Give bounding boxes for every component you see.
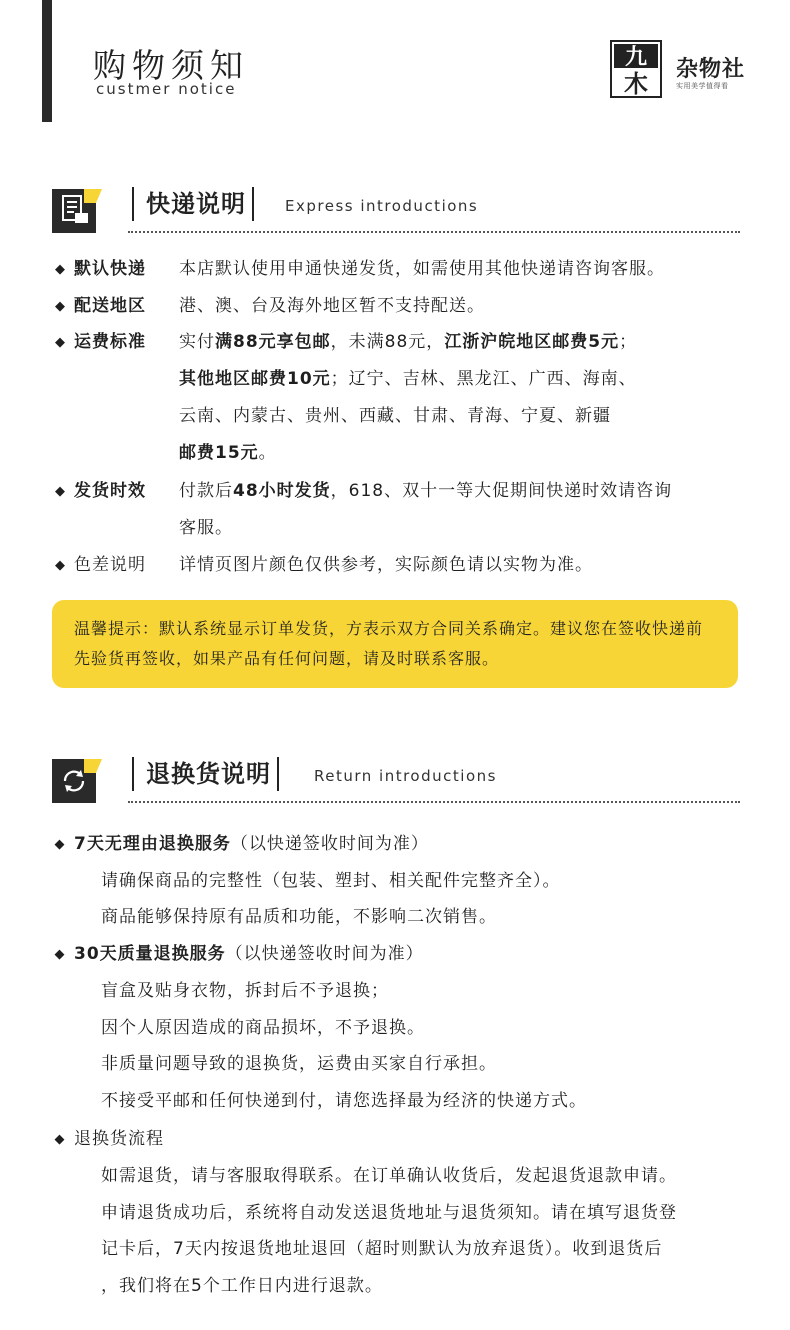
return-line: 记卡后，7天内按退货地址退回（超时则默认为放弃退货）。收到退货后: [101, 1239, 663, 1259]
row-label: 默认快递: [74, 259, 146, 279]
return-line: 请确保商品的完整性（包装、塑封、相关配件完整齐全）。: [101, 871, 561, 891]
brand-mark-bottom: 木: [624, 70, 648, 98]
express-row-shipping-fee: [52, 324, 752, 474]
page-title: 购物须知: [93, 46, 249, 85]
express-title-en: Express introductions: [285, 197, 479, 215]
diamond-bullet-icon: ◆: [55, 262, 65, 277]
return-line: 盲盒及贴身衣物，拆封后不予退换；: [101, 981, 389, 1001]
return-line: ，我们将在5个工作日内进行退款。: [101, 1276, 383, 1296]
diamond-bullet-icon: ◆: [55, 558, 65, 573]
row-label: 配送地区: [74, 296, 146, 316]
return-item-title: 退换货流程: [74, 1129, 164, 1149]
returns-section-header: [52, 755, 742, 815]
warm-tip-box: 温馨提示：默认系统显示订单发货，方表示双方合同关系确定。建议您在签收快递前先验货再签收，如果产品有任何问题，请及时联系客服。: [52, 600, 738, 688]
row-text: 实付满88元享包邮，未满88元，江浙沪皖地区邮费5元； 其他地区邮费10元；辽宁、吉林、黑龙江、广西、海南、 云南、内蒙古、贵州、西藏、甘肃、青海、宁夏、新疆 邮费15元。: [179, 332, 638, 463]
returns-title-en: Return introductions: [314, 767, 497, 785]
return-line: 不接受平邮和任何快递到付，请您选择最为经济的快递方式。: [101, 1091, 587, 1111]
document-receipt-icon: [52, 185, 102, 235]
diamond-bullet-icon: ◆: [54, 837, 66, 852]
express-section-header: [52, 185, 742, 245]
express-divider: [128, 231, 740, 233]
brand-slogan: 实用美学值得看: [676, 82, 729, 90]
row-label: 色差说明: [74, 555, 146, 575]
diamond-bullet-icon: ◆: [55, 335, 65, 350]
row-label: 发货时效: [74, 481, 146, 501]
return-item-title: 7天无理由退换服务（以快递签收时间为准）: [74, 834, 429, 854]
page-subtitle: custmer notice: [96, 80, 237, 98]
brand-mark-top: 九: [624, 45, 648, 70]
return-item-title: 30天质量退换服务（以快递签收时间为准）: [74, 944, 424, 964]
page-header: [0, 0, 790, 130]
row-text: 本店默认使用申通快递发货，如需使用其他快递请咨询客服。: [179, 259, 665, 279]
row-text: 付款后48小时发货，618、双十一等大促期间快递时效请咨询 客服。: [179, 481, 673, 538]
return-line: 申请退货成功后，系统将自动发送退货地址与退货须知。请在填写退货登: [101, 1203, 677, 1223]
header-accent-bar: [42, 0, 52, 122]
diamond-bullet-icon: ◆: [55, 484, 65, 499]
row-text: 港、澳、台及海外地区暂不支持配送。: [179, 296, 485, 316]
row-text: 详情页图片颜色仅供参考，实际颜色请以实物为准。: [179, 555, 593, 575]
return-line: 因个人原因造成的商品损坏，不予退换。: [101, 1018, 425, 1038]
express-row-ship-time: [52, 473, 752, 549]
returns-divider: [128, 801, 740, 803]
diamond-bullet-icon: ◆: [55, 299, 65, 314]
brand-name: 杂物社: [676, 57, 746, 82]
returns-title: 退换货说明: [132, 757, 279, 791]
diamond-bullet-icon: ◆: [54, 947, 66, 962]
brand-mark-icon: [610, 40, 662, 98]
diamond-bullet-icon: ◆: [54, 1132, 66, 1147]
return-line: 非质量问题导致的退换货，运费由买家自行承担。: [101, 1054, 497, 1074]
row-label: 运费标准: [74, 332, 146, 352]
express-title: 快递说明: [132, 187, 254, 221]
return-line: 商品能够保持原有品质和功能，不影响二次销售。: [101, 907, 497, 927]
return-line: 如需退货，请与客服取得联系。在订单确认收货后，发起退货退款申请。: [101, 1166, 677, 1186]
refresh-cycle-icon: [52, 755, 102, 805]
brand-logo: [610, 40, 760, 100]
